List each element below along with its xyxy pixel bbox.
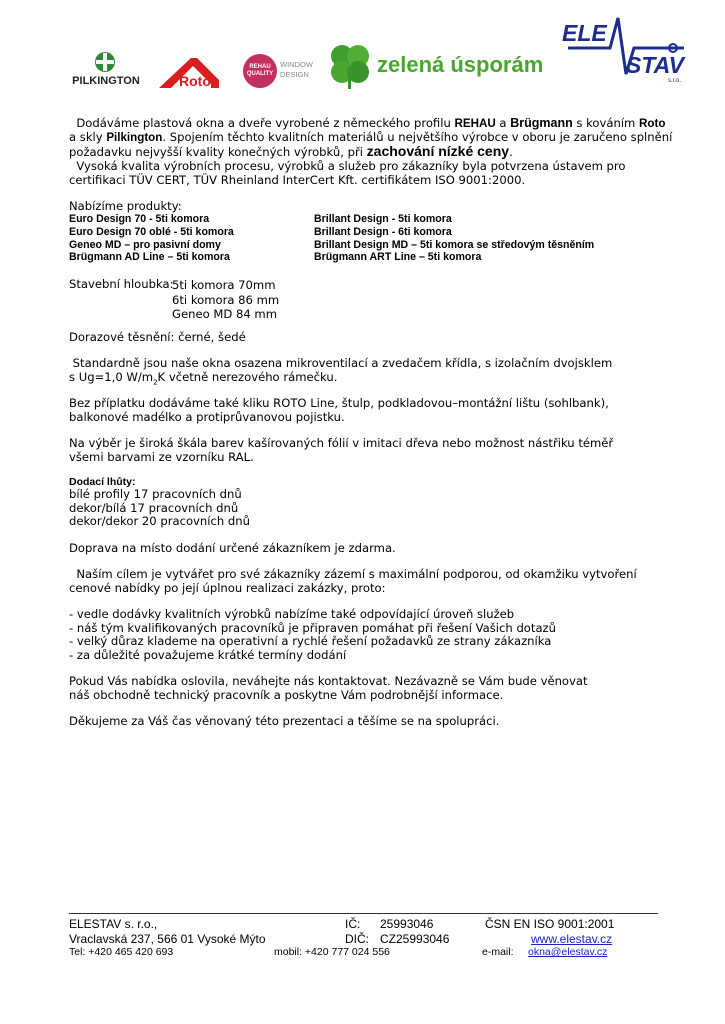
- colors-line-1: Na výběr je široká škála barev kašírovaných fólií v imitaci dřeva nebo možnost nástřiku téměř: [69, 436, 614, 450]
- elestav-stav-wordmark: STAV: [626, 52, 684, 78]
- intro-text: Dodáváme plastová okna a dveře vyrobené z německého profilu: [69, 116, 455, 130]
- footer-email-label: e-mail:: [482, 946, 514, 958]
- intro-text: . Spojením těchto kvalitních materiálů u největšího výrobce v oboru je zaručeno splnění: [162, 130, 673, 144]
- delivery-heading: Dodací lhůty:: [69, 476, 136, 488]
- product-item: Brügmann AD Line – 5ti komora: [69, 251, 230, 264]
- intro-line-5: certifikaci TÜV CERT, TÜV Rheinland InterCert Kft. certifikátem ISO 9001:2000.: [69, 173, 526, 187]
- footer-mobile: mobil: +420 777 024 556: [274, 946, 390, 958]
- footer-address: Vraclavská 237, 566 01 Vysoké Mýto: [69, 932, 266, 946]
- brand-roto: Roto: [639, 117, 666, 130]
- delivery-item: bílé profily 17 pracovních dnů: [69, 487, 242, 501]
- extra-line-2: balkonové madélko a protiprůvanovou pojistku.: [69, 410, 345, 424]
- extra-line-1: Bez příplatku dodáváme také kliku ROTO Line, štulp, podkladovou–montážní lištu (sohlbank),: [69, 396, 609, 410]
- logo-rehau: [243, 52, 318, 92]
- intro-line-4: Vysoká kvalita výrobních procesu, výrobků a služeb pro zákazníky byla potvrzena ústavem pro: [69, 159, 626, 173]
- standard-subscript: 2: [153, 378, 158, 387]
- footer-ic-value: 25993046: [380, 917, 434, 931]
- intro-text: a: [495, 116, 511, 130]
- clover-icon: [325, 40, 375, 90]
- pilkington-wordmark: PILKINGTON: [72, 75, 140, 87]
- list-item: - náš tým kvalifikovaných pracovníků je připraven pomáhat při řešení Vašich dotazů: [69, 620, 556, 635]
- delivery-list: [69, 488, 250, 529]
- brand-rehau: REHAU: [454, 117, 496, 130]
- product-list-right: [314, 213, 594, 264]
- transport-text: Doprava na místo dodání určené zákazníkem je zdarma.: [69, 541, 396, 555]
- contact-line-2: náš obchodně technický pracovník a poskytne Vám podrobnější informace.: [69, 688, 504, 702]
- zelena-usporam-wordmark: zelená úsporám: [377, 52, 544, 77]
- delivery-item: dekor/dekor 20 pracovních dnů: [69, 514, 250, 528]
- intro-text: s kováním: [572, 116, 640, 130]
- depth-values: [172, 278, 279, 322]
- low-price-highlight: zachování nízké ceny: [366, 143, 510, 159]
- goal-line-1: Naším cílem je vytvářet pro své zákazníky zázemí s maximální podporou, od okamžiku vytvoření: [69, 567, 637, 581]
- list-item: - vedle dodávky kvalitních výrobků nabízíme také odpovídající úroveň služeb: [69, 607, 515, 621]
- elestav-ele-wordmark: ELE: [562, 20, 607, 46]
- footer-divider: [69, 913, 658, 914]
- depth-value: 6ti komora 86 mm: [172, 292, 280, 307]
- brand-brugmann: Brügmann: [510, 116, 573, 130]
- footer-email-link[interactable]: okna@elestav.cz: [528, 946, 608, 958]
- intro-text: a skly: [69, 130, 107, 144]
- logo-roto: [157, 52, 235, 92]
- depth-label: Stavební hloubka:: [69, 277, 174, 291]
- logo-zelena-usporam: [325, 38, 550, 92]
- product-list-left: [69, 213, 234, 264]
- footer-dic-label: DIČ:: [345, 932, 369, 946]
- logo-elestav: [560, 12, 690, 90]
- intro-line-3: [69, 145, 513, 160]
- products-heading: Nabízíme produkty:: [69, 199, 182, 213]
- intro-line-1: [69, 117, 665, 131]
- footer-iso: ČSN EN ISO 9001:2001: [485, 917, 615, 931]
- thanks-text: Děkujeme za Váš čas věnovaný této prezentaci a těšíme se na spolupráci.: [69, 714, 500, 728]
- product-item: Euro Design 70 oblé - 5ti komora: [69, 225, 234, 238]
- footer-ic-label: IČ:: [345, 917, 361, 931]
- depth-value: Geneo MD 84 mm: [172, 307, 278, 321]
- depth-value: 5ti komora 70mm: [172, 278, 276, 292]
- standard-line-1: Standardně jsou naše okna osazena mikroventilací a zvedačem křídla, s izolačním dvojsklem: [69, 356, 613, 370]
- product-item: Geneo MD – pro pasivní domy: [69, 238, 221, 251]
- list-item: - velký důraz klademe na operativní a rychlé řešení požadavků ze strany zákazníka: [69, 634, 552, 648]
- contact-line-1: Pokud Vás nabídka oslovila, neváhejte nás kontaktovat. Nezávazně se Vám bude věnovat: [69, 674, 588, 688]
- standard-text: K včetně nerezového rámečku.: [157, 370, 338, 384]
- elestav-sro-label: s.r.o.: [668, 78, 682, 84]
- footer-web-link[interactable]: www.elestav.cz: [531, 932, 613, 946]
- delivery-item: dekor/bílá 17 pracovních dnů: [69, 500, 239, 515]
- pilkington-icon: [66, 50, 146, 74]
- standard-text: s Ug=1,0 W/m: [69, 370, 154, 384]
- intro-text: požadavku nejvyšší kvality konečných výrobků, při: [69, 145, 367, 159]
- intro-text: .: [509, 145, 513, 159]
- rehau-window-label: WINDOW: [280, 60, 313, 69]
- product-item: Euro Design 70 - 5ti komora: [69, 213, 210, 225]
- bullet-list: [69, 608, 556, 662]
- product-item: Brügmann ART Line – 5ti komora: [314, 251, 482, 264]
- product-item: Brillant Design MD – 5ti komora se středovým těsněním: [314, 238, 595, 251]
- product-item: Brillant Design - 6ti komora: [314, 225, 452, 238]
- logo-pilkington: [66, 50, 146, 90]
- footer-tel: Tel: +420 465 420 693: [69, 946, 174, 958]
- brand-pilkington: Pilkington: [106, 131, 163, 144]
- goal-line-2: cenové nabídky po její úplnou realizaci zakázky, proto:: [69, 581, 386, 595]
- product-item: Brillant Design - 5ti komora: [314, 213, 452, 225]
- list-item: - za důležité považujeme krátké termíny dodání: [69, 647, 347, 662]
- footer-dic-value: CZ25993046: [380, 932, 450, 946]
- standard-line-2: [69, 371, 337, 390]
- rehau-badge-label: REHAU QUALITY: [246, 64, 274, 77]
- colors-line-2: všemi barvami ze vzorníku RAL.: [69, 450, 254, 464]
- footer-company: ELESTAV s. r.o.,: [69, 917, 158, 931]
- seal-text: Dorazové těsnění: černé, šedé: [69, 330, 246, 344]
- rehau-design-label: DESIGN: [280, 70, 309, 79]
- roto-wordmark: Roto: [179, 73, 211, 89]
